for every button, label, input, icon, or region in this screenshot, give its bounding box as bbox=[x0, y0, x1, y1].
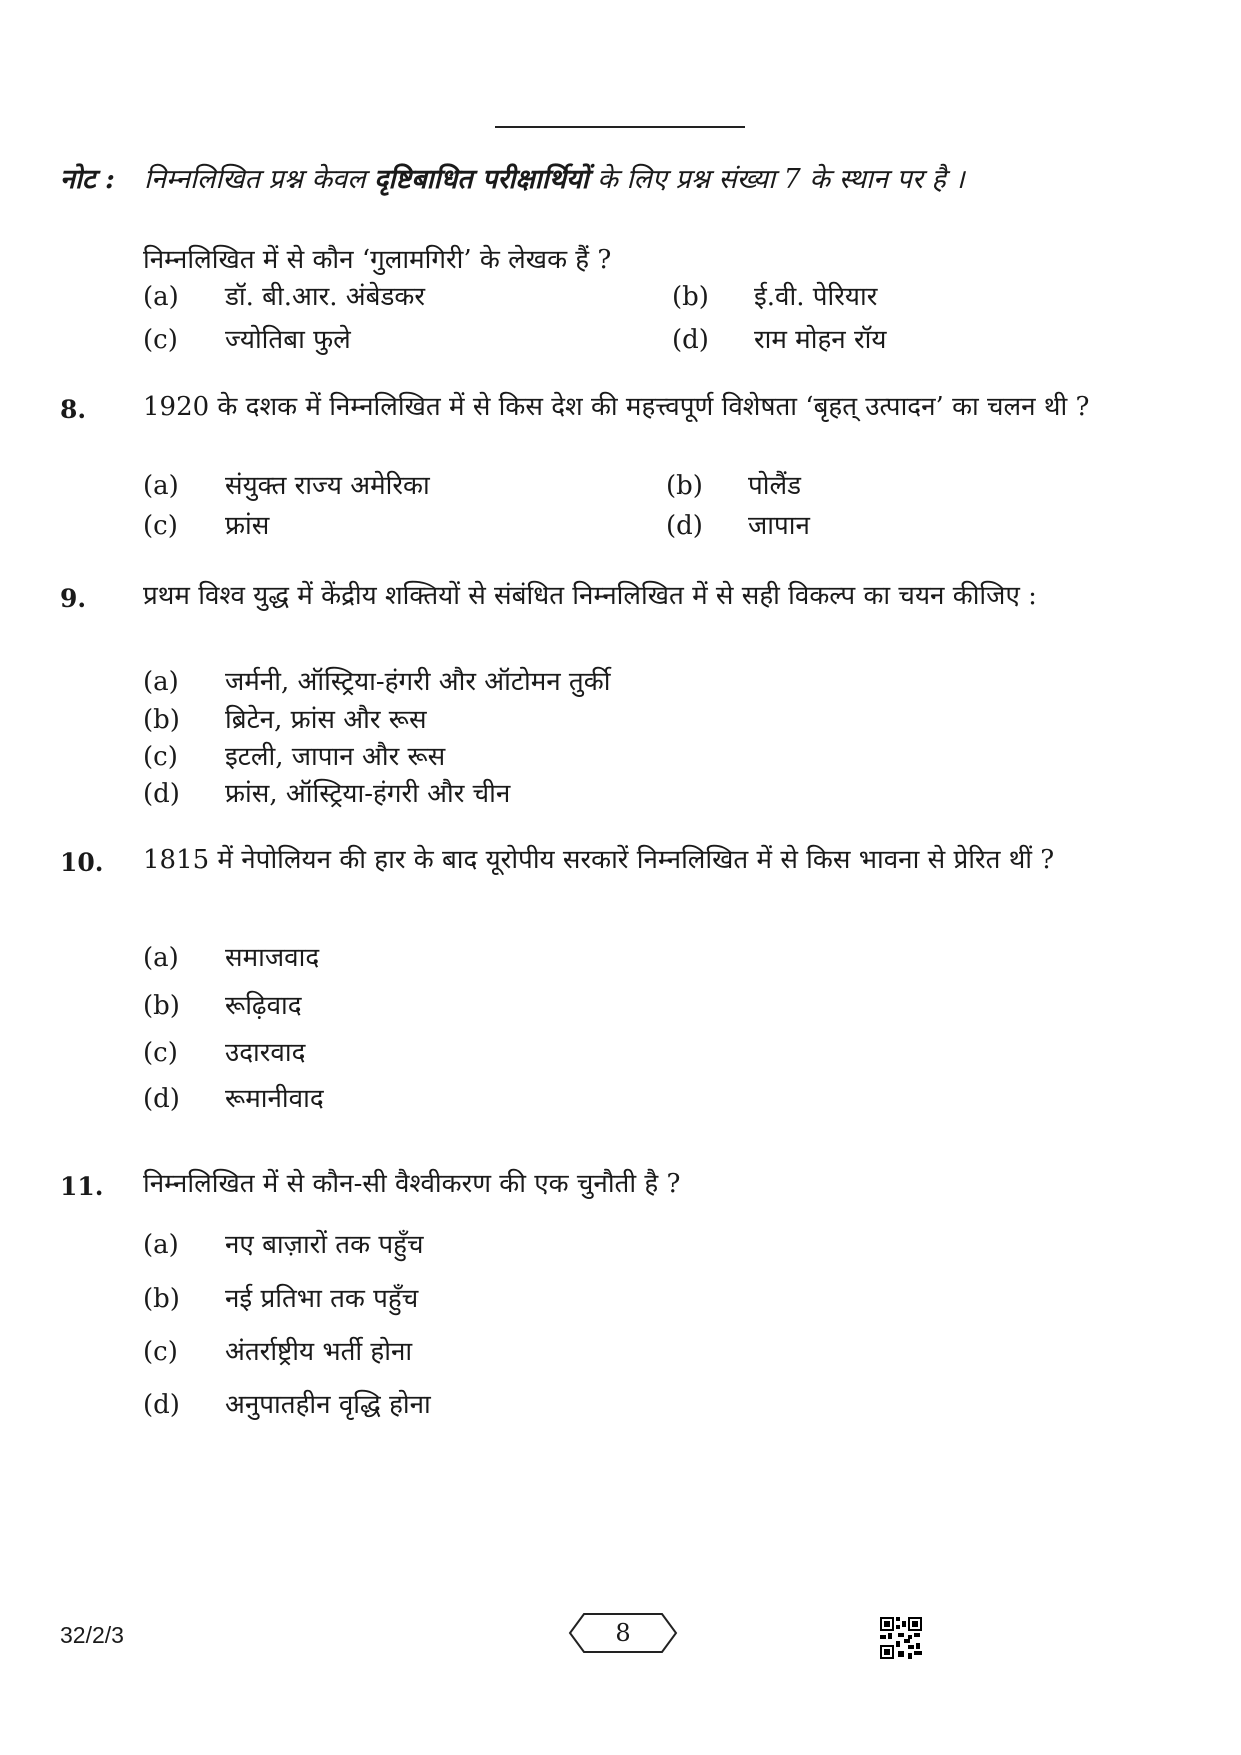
page-number: 8 bbox=[615, 1619, 631, 1647]
note-text: निम्नलिखित प्रश्न केवल दृष्टिबाधित परीक्षार्थियों के लिए प्रश्न संख्या 7 के स्थान पर है । bbox=[144, 164, 965, 195]
question-number: 8. bbox=[60, 395, 87, 424]
page-number-badge bbox=[568, 1612, 678, 1654]
question-number: 9. bbox=[60, 584, 87, 613]
q11-option-c: (c) अंतर्राष्ट्रीय भर्ती होना bbox=[143, 1337, 413, 1367]
question-number: 10. bbox=[60, 848, 104, 877]
q10-option-a: (a) समाजवाद bbox=[143, 943, 320, 973]
note-bold-text: दृष्टिबाधित परीक्षार्थियों bbox=[374, 164, 589, 195]
q9-option-c: (c) इटली, जापान और रूस bbox=[143, 742, 446, 772]
question-text: प्रथम विश्व युद्ध में केंद्रीय शक्तियों से संबंधित निम्नलिखित में से सही विकल्प का चयन कीजिए : bbox=[143, 581, 1037, 611]
q9-option-b: (b) ब्रिटेन, फ्रांस और रूस bbox=[143, 705, 427, 735]
question-text: निम्नलिखित में से कौन-सी वैश्वीकरण की एक चुनौती है ? bbox=[143, 1169, 681, 1199]
q8-option-d: (d) जापान bbox=[666, 511, 810, 541]
q11-option-d: (d) अनुपातहीन वृद्धि होना bbox=[143, 1390, 431, 1420]
q10-option-b: (b) रूढ़िवाद bbox=[143, 991, 302, 1021]
q10-option-c: (c) उदारवाद bbox=[143, 1038, 306, 1068]
q8-option-c: (c) फ्रांस bbox=[143, 511, 270, 541]
q11-option-a: (a) नए बाज़ारों तक पहुँच bbox=[143, 1230, 424, 1260]
q9-option-d: (d) फ्रांस, ऑस्ट्रिया-हंगरी और चीन bbox=[143, 779, 511, 809]
top-divider bbox=[495, 126, 745, 128]
paper-code: 32/2/3 bbox=[60, 1622, 124, 1648]
q11-option-b: (b) नई प्रतिभा तक पहुँच bbox=[143, 1284, 419, 1314]
question-text: 1920 के दशक में निम्नलिखित में से किस देश की महत्त्वपूर्ण विशेषता ‘बृहत् उत्पादन’ का चलन थी ? bbox=[143, 392, 1090, 422]
q10-option-d: (d) रूमानीवाद bbox=[143, 1084, 324, 1114]
note-option-d: (d) राम मोहन रॉय bbox=[672, 325, 887, 355]
note-option-c: (c) ज्योतिबा फुले bbox=[143, 325, 351, 355]
note-question-text: निम्नलिखित में से कौन ‘गुलामगिरी’ के लेखक हैं ? bbox=[143, 245, 612, 275]
note-label: नोट : bbox=[60, 164, 115, 195]
q8-option-b: (b) पोलैंड bbox=[666, 471, 802, 501]
qr-code-icon bbox=[880, 1617, 922, 1659]
q9-option-a: (a) जर्मनी, ऑस्ट्रिया-हंगरी और ऑटोमन तुर्की bbox=[143, 667, 611, 697]
note-option-b: (b) ई.वी. पेरियार bbox=[672, 282, 878, 312]
note-option-a: (a) डॉ. बी.आर. अंबेडकर bbox=[143, 282, 425, 312]
question-number: 11. bbox=[60, 1172, 104, 1201]
question-text: 1815 में नेपोलियन की हार के बाद यूरोपीय सरकारें निम्नलिखित में से किस भावना से प्रेरित थीं ? bbox=[143, 845, 1055, 875]
q8-option-a: (a) संयुक्त राज्य अमेरिका bbox=[143, 471, 430, 501]
